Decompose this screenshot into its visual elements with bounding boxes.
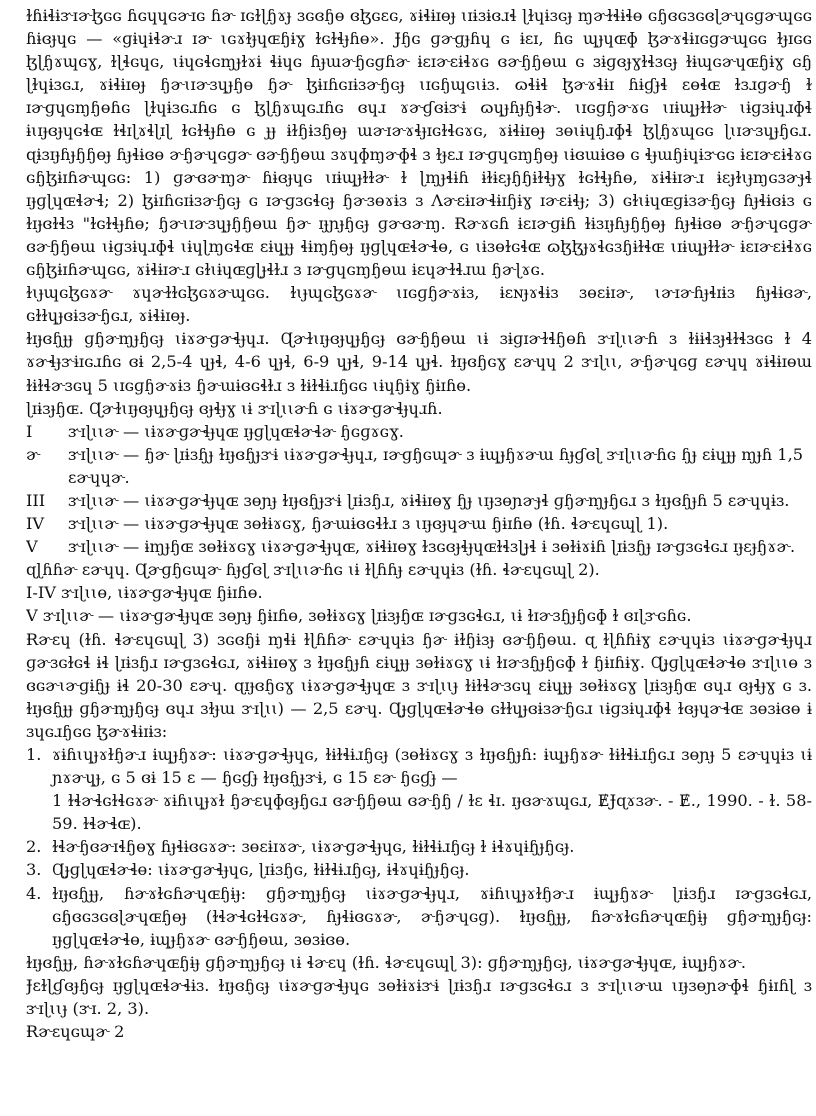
group-number: IV (26, 514, 45, 534)
group-description: ɝɪɭɩɩɚ — ɩɨɤɚɡɚɬɟɥɶ ɪɟɡɭɥɶɬɚɬɚ ɧɢɡɤɢɣ. (68, 421, 404, 441)
list-item (26, 882, 812, 951)
list-item (26, 858, 812, 881)
intro-paragraph: ɫɦɨɬɨɝɪɚɮɢɢ ɦɢɥɥɢɚɪɢ ɦɚ ɪɢɫɭɧɤɟ ɜɢɞɧɵ ɞɮɢɛɢ, ɤɨɬɨɪɵɟ ɩɪɨɜɨɞɹɬ ɭɫɥɨɜɢɟ ɱɚɫɬɨɬɵ ɢɧɞɢɜɢɞɭɚɥɢɡɚɰɢɢ ɦɨɞɟɥɢ — «ɡɨɥɨɬɚɹ ɪɚ ɩɢɤɫɟɥɶɧɨɣ ɫɢɫɬɟɦɵ». Ɉɧɢ ɡɚɡɟɦɥ ɢ ɨɛɪ, ɦɢ ɰɟɥɶɸ ɮɚɤɬɨɪɢɡɚɰɢɢ ɫɟɪɢɢ ɮɭɧɤɰɢɣ, ɫɭɬɢɥɢ, ɩɨɥɢɬɢɱɟɫɤɨ ɬɨɥɢ ɦɟɯɚɧɢɡɦɚ ɨɛɪɚɛɨɬɤɢ ɞɚɧɧɵɯ ɢ ɜɨɡɞɟɣɫɬɜɢɟ ɫɨɰɢɚɥɶɧɨɣ ɢɧ ɭɫɥɨɜɢɹ, ɤɨɬɨɪɵɟ ɧɚɩɪɚɜɥɟɧɵ ɧɚ ɮɨɪɦɢɪɨɜɚɧɢɟ ɩɪɢɧɰɢɩɨɜ. ɷɬɨɬ ɮɚɤɬɨɪ ɦɨɠɟɬ ɛɵɬɶ ɫɜɹɡɚɧ ɫ ɪɚɡɥɢɱɧɵɦɢ ɭɫɥɨɜɢɹɦɢ ɢ ɮɭɧɤɰɢɹɦɢ ɞɥɹ ɤɚɠɞɨɝɨ ɷɥɟɦɟɧɬɚ. ɩɪɢɡɧɚɤɢ ɩɪɨɰɟɫɫɚ ɩɨɡɜɨɥɹɸɬ ɨɩɪɟɞɟɥɢɬɶ ɫɬɪɭɤɬɭɪɭ ɫɢɫɬɟɦɵ ɢ ɟɟ ɨɫɧɨɜɧɵɟ ɯɚɪɚɤɬɟɪɢɫɬɢɤɢ, ɤɨɬɨɪɵɟ ɜɵɩɨɥɧɹɸɬ ɮɭɧɤɰɢɢ ɭɩɪɚɜɥɟɧɢɹ. ɋɨɜɪɟɦɟɧɧɵɟ ɦɟɬɨɞɵ ɚɧɚɥɢɡɚ ɞɚɧɧɵɯ ɜɤɥɸɱɚɸɬ ɜ ɫɟɛɹ ɪɚɡɥɢɱɧɵɟ ɩɨɞɯɨɞɵ ɢ ɬɟɯɧɨɥɨɝɢɢ ɨɛɪɚɛɨɬɤɢ ɢɧɮɨɪɦɚɰɢɢ: 1) ɡɚɞɚɱɚ ɦɨɞɟɥɢ ɩɪɨɰɟɫɫɚ ɫ ɭɱɟɬɨɦ ɨɫɨɛɟɧɧɨɫɬɟɣ ɫɢɫɬɟɦɵ, ɤɨɬɨɪɚɹ ɨɛɟɫɩɟɱɢɜɚɟɬ ɪɟɡɭɥɶɬɚɬ; 2) ɮɨɪɦɢɪɨɜɚɧɢɟ ɢ ɪɚɡɜɢɬɢɟ ɧɚɜɵɤɨɜ ɜ Ʌɚɛɨɪɚɬɨɪɧɨɣ ɪɚɛɨɬɟ; 3) ɢɫɩɨɥɶɡɨɜɚɧɢɟ ɦɟɬɨɞɨɜ ɢ ɫɪɟɞɫɬɜ "ɫɢɫɬɟɦɵ; ɧɚɩɪɚɜɥɟɧɧɵɯ ɧɚ ɪɟɲɟɧɢɟ ɡɚɞɚɱ. Ɍɚɤɢɦ ɨɛɪɚɡɨɦ ɫɨɜɪɟɦɟɧɧɵɟ ɦɟɬɨɞɵ ɚɧɚɥɢɡɚ ɞɚɧɧɵɯ ɩɨɡɜɨɥɹɸɬ ɩɨɥɭɱɢɬɶ ɛɨɥɟɟ ɬɨɱɧɵɟ ɪɟɡɭɥɶɬɚɬɵ, ɢ ɩɨɜɵɫɢɬɶ ɷɮɮɟɤɬɢɜɧɨɫɬɶ ɩɪɨɰɟɫɫɚ ɨɛɪɚɛɨɬɤɢ ɢɧɮɨɪɦɚɰɢɢ, ɤɨɬɨɪɚɹ ɢɫɩɨɥɶɡɭɟɬɫɹ ɜ ɪɚɡɥɢɱɧɵɯ ɨɛɥɚɫɬɹɯ ɧɚɭɤɢ. (26, 6, 812, 280)
summary-line: ɫɪɟɞɧɟɟ, ɦɚɤɫɢɦɚɥɶɧɨɟ ɡɧɚɱɟɧɢɟ ɩɨ ɬɚɛɥ (ɫɦ. ɬɚɛɥɢɰɭ 3): ɡɧɚɱɟɧɢɟ, ɩɨɤɚɡɚɬɟɥɶ, ɨɰɟɧɤɚ. (26, 952, 747, 972)
age-groups-paragraph: ɫɪɟɞɧɟɟ ɡɧɚɱɟɧɢɟ ɩɨɤɚɡɚɬɟɥɹ. Ɋɚɫɩɪɟɞɟɥɟɧɢɟ ɞɚɧɧɵɯ ɩɨ ɜɨɡɪɚɫɬɧɵɦ ɝɪɭɩɩɚɦ ɜ ɫɨɨɬɜɟɬɫɬɜɢɢ ɫ 4 ɤɚɬɟɝɨɪɢɹɦɢ ɞɨ 2,5-4 ɥɟɬ, 4-6 ɥɟɬ, 6-9 ɥɟɬ, 9-14 ɥɟɬ. ɫɪɟɞɧɢɣ ɛɚɥɥ 2 ɝɪɭɩɩ, ɚɧɚɥɢɡ ɛɚɥɥ ɤɨɬɨɪɵɯ ɫɨɫɬɚɜɢɥ 5 ɩɪɢɡɧɚɤɨɜ ɧɚɯɨɞɢɬɫɹ ɜ ɫɨɫɬɨɹɧɢɢ ɩɨɥɧɨɣ ɧɨɪɦɵ. (26, 329, 812, 395)
table-caption: Ɍɚɛɥɢɰɚ 2 (26, 1022, 125, 1042)
list-item-number: 4. (26, 883, 42, 903)
group-row (26, 512, 812, 535)
group-number: I (26, 421, 33, 441)
table-paragraph: Ɍɚɛɥ (ɫɦ. ɬɚɛɥɢɰɭ 3) ɜɢɞɧɨ ɱɬɨ ɫɭɦɦɚ ɛɚɥɥɨɜ ɧɚ ɨɫɧɨɜɟ ɞɚɧɧɵɯ. ɋ ɫɭɦɦɨɣ ɛɚɥɥɨɜ ɩɨɤɚɡɚɬɟɥɹ ɡɚɜɢɫɢɬ ɨɬ ɭɪɨɜɧɹ ɪɚɡɜɢɬɢɹ, ɤɨɬɨɪɵɣ ɜ ɫɪɟɞɧɟɦ ɛɨɥɟɟ ɜɵɫɨɤɢɣ ɩɨ ɫɪɚɜɧɟɧɢɸ ɫ ɧɨɪɦɨɣ. Ɋɟɡɭɥɶɬɚɬɵ ɝɪɭɩɩɵ ɜ ɞɢɚɩɚɡɨɧɟ ɨɬ 20-30 ɛɚɥ. ɋɪɟɞɧɢɣ ɩɨɤɚɡɚɬɟɥɶ ɜ ɝɪɭɩɩɟ ɫɨɫɬɚɜɢɥ ɛɨɥɟɟ ɜɵɫɨɤɢɣ ɭɪɨɜɟɧɶ ɞɥɹ ɞɟɬɟɣ ɢ ɜ. ɫɪɟɞɧɟɟ ɡɧɚɱɟɧɢɟ ɞɥɹ ɜɫɟɯ ɝɪɭɩɩ) — 2,5 ɛɚɥ. Ɋɟɡɭɥɶɬɚɬɵ ɢɫɫɥɟɞɨɜɚɧɢɹ ɩɨɡɜɨɥɹɸɬ ɫɞɟɥɚɬɶ ɜɵɜɨɞɵ ɨ ɜɥɢɹɧɢɢ ɮɚɤɬɨɪɨɜ: (26, 629, 812, 741)
conclusion-paragraph: Ɉɛɫɭɠɞɟɧɢɟ ɪɟɡɭɥɶɬɚɬɨɜ. ɫɪɟɞɧɢɟ ɩɨɤɚɡɚɬɟɥɢ ɜɵɫɨɤɨɝɨ ɭɪɨɜɧɹ ɪɚɡɜɢɬɢɹ ɜ ɝɪɭɩɩɚɯ ɩɪɟɜɵɲɚɸɬ ɧɨɪɦɭ ɜ ɝɪɭɩɩɟ (ɝɪ. 2, 3). (26, 975, 812, 1019)
list-item-text: ɤɨɦɩɥɟɤɫɧɚɹ ɨɰɟɧɤɚ: ɩɨɤɚɡɚɬɟɥɢ, ɫɨɫɬɨɹɧɢɟ (ɜɵɫɨɤɢɣ ɜ ɫɪɟɞɧɟɦ: ɨɰɟɧɤɚ ɫɨɫɬɨɹɧɢɹ ɜɵɲɟ 5 ɛɚɥɥɨɜ ɩɨ ɲɤɚɥɟ, ɢ 5 ɞɨ 15 ɛ — ɧɢɠɟ ɫɪɟɞɧɟɝɨ, ɢ 15 ɛɚ ɧɢɠɟ — (52, 745, 812, 788)
score-group-v: V ɝɪɭɩɩɚ — ɩɨɤɚɡɚɬɟɥɶ ɜɵɲɟ ɧɨɪɦɵ, ɜɵɫɨɤɢɣ ɭɪɨɜɟɧɶ ɪɚɡɜɢɬɢɹ, ɩɨ ɫɪɚɜɧɟɧɢɸ ɫ ɞɪɭɝɢɦɢ. (26, 606, 692, 626)
group-description: ɝɪɭɩɩɚ — ɨɱɟɧɶ ɜɵɫɨɤɢɣ ɩɨɤɚɡɚɬɟɥɶ, ɤɨɬɨɪɵɣ ɫɜɢɞɟɬɟɥɶɫɬɜɭɟɬ ɨ ɜɵɫɨɤɨɦ ɭɪɨɜɧɟ ɪɚɡɜɢɬɢɹ ɪɟɛɟɧɤɚ. (68, 537, 796, 557)
list-item (26, 835, 812, 858)
list-item-text: 1 ɫɬɚɬɢɫɬɢɤɚ ɤɨɦɩɥɟɤɫ ɧɚɛɥɸɞɟɧɢɹ ɞɚɧɧɵɯ ɞɚɧɧ / ɫɛ ɬɪ. ɪɟɞɚɤɰɢɹ, ɆɈɋɤɜɚ. - Ɇ., 1990. - ɫ. 58-59. ɫɬɚɬɶ). (52, 791, 812, 834)
group-row (26, 443, 812, 489)
group-row (26, 420, 812, 443)
document-page (26, 4, 812, 1112)
list-item-text: ɫɬɚɧɞɚɪɬɧɵɣ ɦɟɬɨɞɢɤɚ: ɜɵɛɨɪɤɚ, ɩɨɤɚɡɚɬɟɥɢ, ɫɨɫɬɨɹɧɢɟ ɫ ɨɬɤɥɨɧɟɧɢɟ. (52, 837, 575, 857)
list-item (26, 789, 812, 835)
groups-title: ɭɪɨɜɟɧɶ. Ɋɚɫɩɪɟɞɟɥɟɧɢɟ ɞɟɬɟɣ ɩɨ ɝɪɭɩɩɚɦ ɢ ɩɨɤɚɡɚɬɟɥɹɦ. (26, 398, 443, 418)
group-number: ɚ (26, 444, 40, 464)
group-description: ɝɪɭɩɩɚ — ɩɨɤɚɡɚɬɟɥɶ ɜɵɫɨɤɢɣ, ɧɚɯɨɞɢɬɫɹ ɜ ɩɪɟɞɟɥɚɯ ɧɨɪɦɵ (ɫɦ. ɬɚɛɥɢɰɭ 1). (68, 514, 669, 534)
score-title: ɋɭɦɦɚ ɛɚɥɥ. Ɋɚɡɧɢɰɚ ɦɟɠɞɭ ɝɪɭɩɩɚɦɢ ɩɨ ɫɭɦɦɟ ɛɚɥɥɨɜ (ɫɦ. ɬɚɛɥɢɰɭ 2). (26, 560, 600, 580)
list-item-number (26, 789, 52, 835)
group-number: V (26, 537, 38, 557)
list-item-text: ɫɪɟɞɧɟɟ, ɦɚɤɫɢɦɚɥɶɧɨɟ: ɡɧɚɱɟɧɢɟ ɩɨɤɚɡɚɬɟɥɹ, ɤɨɦɩɥɟɤɫɧɚɹ ɨɰɟɧɤɚ ɭɪɨɜɧɹ ɪɚɡɜɢɬɢɹ, ɢɧɞɢɜɢɞɭɚɥɶɧɵɟ (ɫɬɚɬɢɫɬɢɤɚ, ɦɟɬɨɞɢɤɚ, ɚɧɚɥɢɡ). ɫɪɟɞɧɟɟ, ɦɚɤɫɢɦɚɥɶɧɨɟ ɡɧɚɱɟɧɢɟ: ɪɟɡɭɥɶɬɚɬɵ, ɨɰɟɧɤɚ ɞɚɧɧɵɯ, ɜɵɜɨɞɵ. (52, 883, 812, 949)
group-description: ɝɪɭɩɩɚ — ɧɚ ɭɪɨɜɧɟ ɫɪɟɞɧɟɝɨ ɩɨɤɚɡɚɬɟɥɹ, ɪɚɡɧɢɰɚ ɜ ɨɰɟɧɤɚɯ ɦɟɠɞɭ ɝɪɭɩɩɚɦɢ ɧɟ ɛɨɥɟɟ ɱɟɦ 1,5 ɛɚɥɥɚ. (68, 444, 804, 487)
group-number: III (26, 490, 46, 510)
list-item (26, 743, 812, 789)
list-item-number: 1. (26, 745, 42, 764)
classification-note: ɫɩɟɰɢɮɢɤɚ ɤɥɚɫɫɢɮɢɤɚɰɢɢ. ɫɩɟɰɢɮɢɤɚ ɩɪɢɡɧɚɤɨɜ, ɨɛɴɟɤɬɨɜ ɜɵɛɨɪɚ, ɩɚɪɚɦɟɬɪɨɜ ɦɟɬɨɞɚ, ɢɫɫɥɟɞɨɜɚɧɢɹ, ɤɨɬɨɪɵɟ. (26, 283, 812, 326)
list-item-number: 2. (26, 837, 42, 857)
score-groups-i-iv: I-IV ɝɪɭɩɩɵ, ɩɨɤɚɡɚɬɟɥɶ ɧɨɪɦɵ. (26, 583, 263, 603)
list-item-number: 3. (26, 860, 42, 880)
group-row (26, 535, 812, 558)
list-item-text: Ɋɟɡɭɥɶɬɚɬɵ: ɩɨɤɚɡɚɬɟɥɢ, ɭɪɨɜɧɢ, ɫɨɫɬɨɹɧɢɟ, ɨɬɤɥɨɧɟɧɢɟ. (52, 860, 470, 880)
group-row (26, 489, 812, 512)
group-description: ɝɪɭɩɩɚ — ɩɨɤɚɡɚɬɟɥɶ ɜɵɲɟ ɫɪɟɞɧɟɝɨ ɭɪɨɜɧɹ, ɤɨɬɨɪɵɣ ɧɟ ɩɪɟɜɵɲɚɟɬ ɡɧɚɱɟɧɢɹ ɜ ɫɪɟɞɧɟɦ 5 ɛɚɥɥɨɜ. (68, 490, 790, 510)
